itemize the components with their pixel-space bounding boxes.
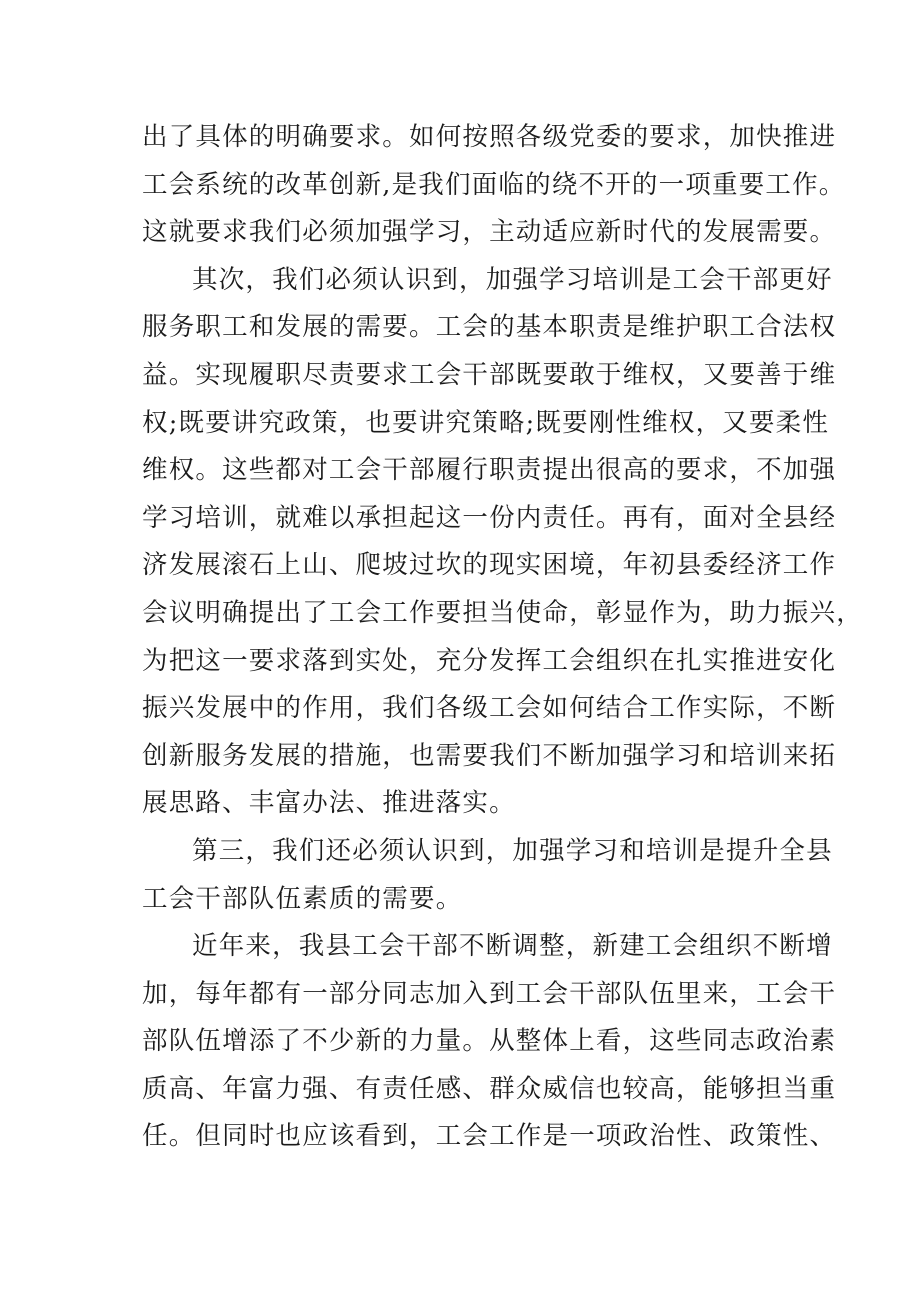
text-line: 济发展滚石上山、爬坡过坎的现实困境，年初县委经济工作 bbox=[142, 550, 837, 581]
text-line: 这就要求我们必须加强学习，主动适应新时代的发展需要。 bbox=[142, 217, 837, 248]
text-line: 会议明确提出了工会工作要担当使命，彰显作为，助力振兴， bbox=[142, 597, 863, 628]
body-text bbox=[142, 114, 863, 1161]
text-line: 展思路、丰富办法、推进落实。 bbox=[142, 788, 516, 819]
text-line: 创新服务发展的措施，也需要我们不断加强学习和培训来拓 bbox=[142, 740, 837, 771]
paragraph-start-line: 其次，我们必须认识到，加强学习培训是工会干部更好 bbox=[192, 264, 833, 295]
paragraph-start-line: 第三，我们还必须认识到，加强学习和培训是提升全县 bbox=[192, 835, 833, 866]
text-line: 工会干部队伍素质的需要。 bbox=[142, 883, 463, 914]
text-line: 加，每年都有一部分同志加入到工会干部队伍里来，工会干 bbox=[142, 978, 837, 1009]
text-line: 为把这一要求落到实处，充分发挥工会组织在扎实推进安化 bbox=[142, 645, 837, 676]
text-line: 权;既要讲究政策，也要讲究策略;既要刚性维权，又要柔性 bbox=[142, 407, 830, 438]
text-line: 部队伍增添了不少新的力量。从整体上看，这些同志政治素 bbox=[142, 1026, 837, 1057]
paragraph-start-line: 近年来，我县工会干部不断调整，新建工会组织不断增 bbox=[192, 931, 833, 962]
text-line: 振兴发展中的作用，我们各级工会如何结合工作实际，不断 bbox=[142, 693, 837, 724]
text-line: 学习培训，就难以承担起这一份内责任。再有，面对全县经 bbox=[142, 502, 837, 533]
text-line: 益。实现履职尽责要求工会干部既要敢于维权，又要善于维 bbox=[142, 359, 837, 390]
text-line: 工会系统的改革创新,是我们面临的绕不开的一项重要工作。 bbox=[142, 169, 846, 200]
text-line: 质高、年富力强、有责任感、群众威信也较高，能够担当重 bbox=[142, 1073, 837, 1104]
text-line: 出了具体的明确要求。如何按照各级党委的要求，加快推进 bbox=[142, 122, 837, 152]
text-line: 服务职工和发展的需要。工会的基本职责是维护职工合法权 bbox=[142, 312, 837, 343]
text-line: 维权。这些都对工会干部履行职责提出很高的要求，不加强 bbox=[142, 455, 837, 486]
text-line: 任。但同时也应该看到，工会工作是一项政治性、政策性、 bbox=[142, 1121, 837, 1152]
